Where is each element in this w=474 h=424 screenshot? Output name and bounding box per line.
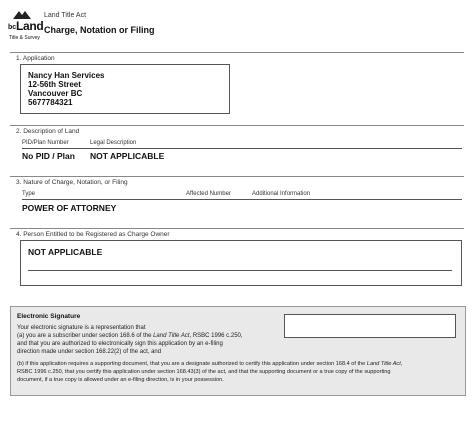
legal-description-value: NOT APPLICABLE [90,151,165,161]
signature-field[interactable] [284,314,456,338]
application-box [20,64,230,114]
type-header: Type [22,191,36,197]
electronic-signature-title: Electronic Signature [17,313,81,320]
section-3-header-rule [22,199,462,200]
pid-plan-value: No PID / Plan [22,151,75,161]
applicant-name: Nancy Han Services [28,71,105,80]
esig-line-1: Your electronic signature is a representation that [17,325,146,331]
esig-text-part-1 [17,324,279,356]
esig-line-7: document, if a true copy is allowed under an e-filing direction, is in your possession. [17,377,224,383]
legal-description-header: Legal Description [90,140,137,146]
esig-text-part-2 [17,360,461,384]
section-4-label: 4. Person Entitled to be Registered as Charge Owner [16,231,170,238]
bc-land-logo [6,10,42,40]
charge-owner-rule [28,270,452,271]
section-3-divider [10,176,464,177]
charge-owner-value: NOT APPLICABLE [28,247,103,257]
logo-subtitle: Title & Survey [9,35,40,41]
additional-information-header: Additional Information [252,191,311,197]
esig-line-2: (a) you are a subscriber under section 168.6 of the Land Title Act, RSBC 1996 c.250, [17,333,243,339]
applicant-street: 12-56th Street [28,80,81,89]
section-1-label: 1. Application [16,55,55,62]
applicant-city: Vancouver BC [28,89,83,98]
charge-type-value: POWER OF ATTORNEY [22,203,117,213]
pid-plan-header: PID/Plan Number [22,140,69,146]
logo-bc-text: bc [8,24,17,31]
logo-land-text: Land [16,19,44,33]
page-title: Charge, Notation or Filing [44,25,155,35]
section-2-label: 2. Description of Land [16,128,80,135]
esig-line-3: and that you are authorized to electronically sign this application by an e-filing [17,341,223,347]
section-3-label: 3. Nature of Charge, Notation, or Filing [16,179,128,186]
section-2-header-rule [22,148,462,149]
charge-owner-box [20,240,462,286]
affected-number-header: Affected Number [186,191,231,197]
section-4-divider [10,228,464,229]
esig-line-6: RSBC 1996 c.250, that you certify this application under section 168.43(3) of the act, and that the supporting document or a true copy of the supporting [17,369,391,375]
act-label: Land Title Act [44,12,87,19]
section-2-divider [10,125,464,126]
section-1-divider [10,52,464,53]
esig-line-5: (b) if this application requires a supporting document, that you are a designate authorized to certify this application under section 168.4 of the Land Title Act, [17,361,403,367]
applicant-phone: 5677784321 [28,98,73,107]
esig-line-4: direction made under section 168.22(2) of the act, and [17,349,162,355]
